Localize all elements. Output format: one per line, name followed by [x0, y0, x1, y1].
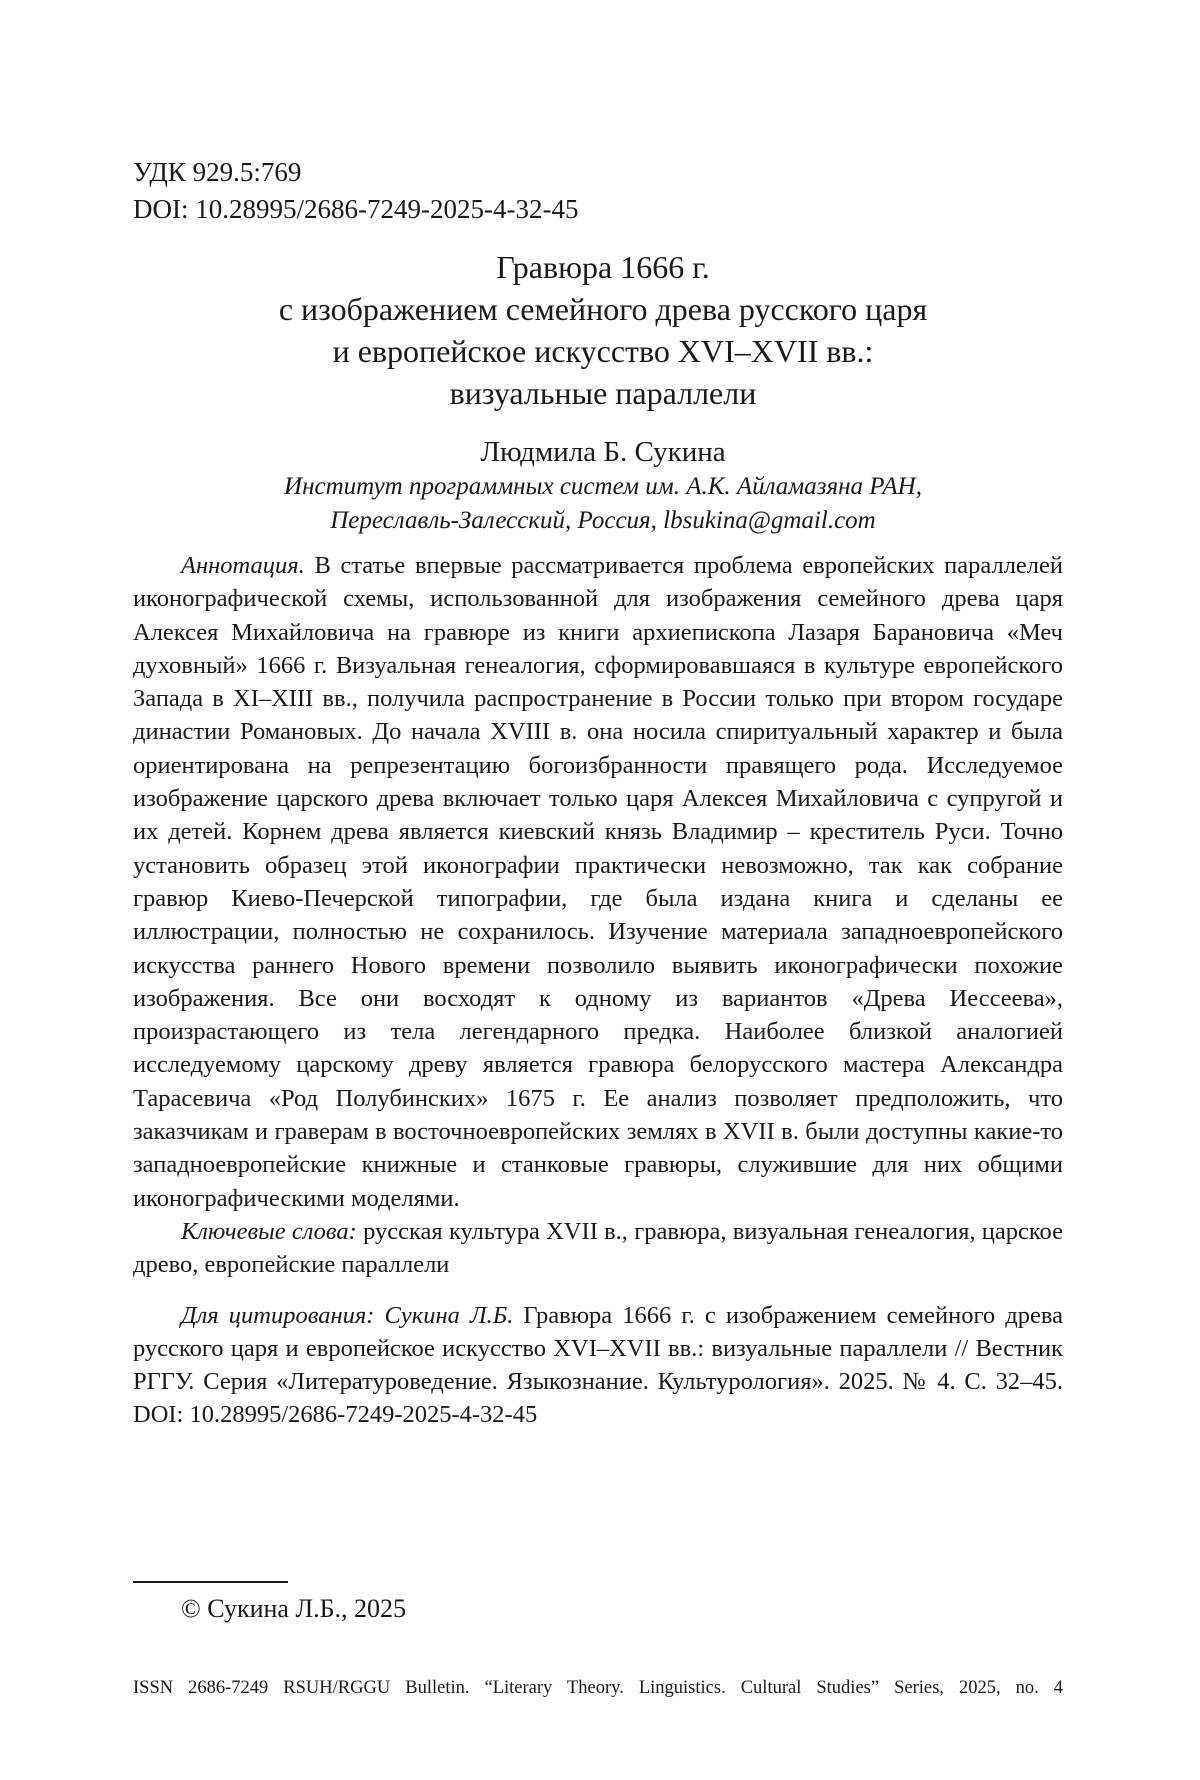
title-line: с изображением семейного древа русского царя: [278, 291, 928, 327]
title-line: Гравюра 1666 г.: [496, 249, 710, 285]
keywords-text: русская культура XVII в., гравюра, визуальная генеалогия, царское древо, европейские параллели: [133, 1217, 1063, 1279]
citation-text: Гравюра 1666 г. с изображением семейного древа русского царя и европейское искусство XVI–XVII вв.: визуальные параллели // Вестник РГГУ. Серия «Литературоведение. Языкознание. Культурология». 2025. № 4. С. 32–45. DOI: 10.28995/2686-7249-2025-4-32-45: [133, 1301, 1064, 1429]
citation-label: Для цитирования:: [181, 1301, 375, 1329]
author-name: Людмила Б. Сукина: [480, 436, 726, 468]
abstract-label: Аннотация.: [181, 552, 305, 579]
footnote-divider: [133, 1581, 288, 1583]
udk-code: УДК 929.5:769: [133, 157, 302, 187]
article-body: [133, 549, 1063, 1432]
copyright-note: © Сукина Л.Б., 2025: [181, 1594, 407, 1623]
journal-footer: ISSN 2686-7249 RSUH/RGGU Bulletin. “Literary Theory. Linguistics. Cultural Studies” Series, 2025, no. 4: [133, 1678, 1063, 1698]
citation-paragraph: [133, 1299, 1063, 1432]
article-title: [133, 246, 1073, 414]
keywords-paragraph: [133, 1215, 1063, 1282]
abstract-paragraph: [133, 549, 1063, 1215]
doi-line[interactable]: DOI: 10.28995/2686-7249-2025-4-32-45: [133, 194, 579, 224]
title-block: [133, 246, 1073, 538]
affiliation-line[interactable]: Переславль-Залесский, Россия, lbsukina@gmail.com: [330, 507, 876, 534]
title-line: и европейское искусство XVI–XVII вв.:: [332, 333, 874, 369]
abstract-text: В статье впервые рассматривается проблема европейских параллелей иконографической схемы, использованной для изображения семейного древа царя Алексея Михайловича на гравюре из книги архиепископа Лазаря Барановича «Меч духовный» 1666 г. Визуальная генеалогия, сформировавшаяся в культуре европейского Запада в XI–XIII вв., получила распространение в России только при втором государе династии Романовых. До начала XVIII в. она носила спиритуальный характер и была ориентирована на репрезентацию богоизбранности правящего рода. Исследуемое изображение царского древа включает только царя Алексея Михайловича с супругой и их детей. Корнем древа является киевский князь Владимир – креститель Руси. Точно установить образец этой иконографии практически невозможно, так как собрание гравюр Киево-Печерской типографии, где была издана книга и сделаны ее иллюстрации, полностью не сохранилось. Изучение материала западноевропейского искусства раннего Нового времени позволило выявить иконографически похожие изображения. Все они восходят к одному из вариантов «Древа Иессеева», произрастающего из тела легендарного предка. Наиболее близкой аналогией исследуемому царскому древу является гравюра белорусского мастера Александра Тарасевича «Род Полубинских» 1675 г. Ее анализ позволяет предположить, что заказчикам и граверам в восточноевропейских землях в XVII в. были доступны какие-то западноевропейские книжные и станковые гравюры, служившие для них общими иконографическими моделями.: [133, 552, 1064, 1212]
author-affiliation: [133, 470, 1073, 538]
keywords-label: Ключевые слова:: [181, 1217, 357, 1245]
affiliation-line: Институт программных систем им. А.К. Айламазяна РАН,: [284, 473, 922, 500]
title-line: визуальные параллели: [449, 375, 757, 411]
section-gap: [133, 1282, 1063, 1299]
citation-authors: Сукина Л.Б.: [384, 1301, 514, 1329]
article-meta: [133, 154, 578, 228]
